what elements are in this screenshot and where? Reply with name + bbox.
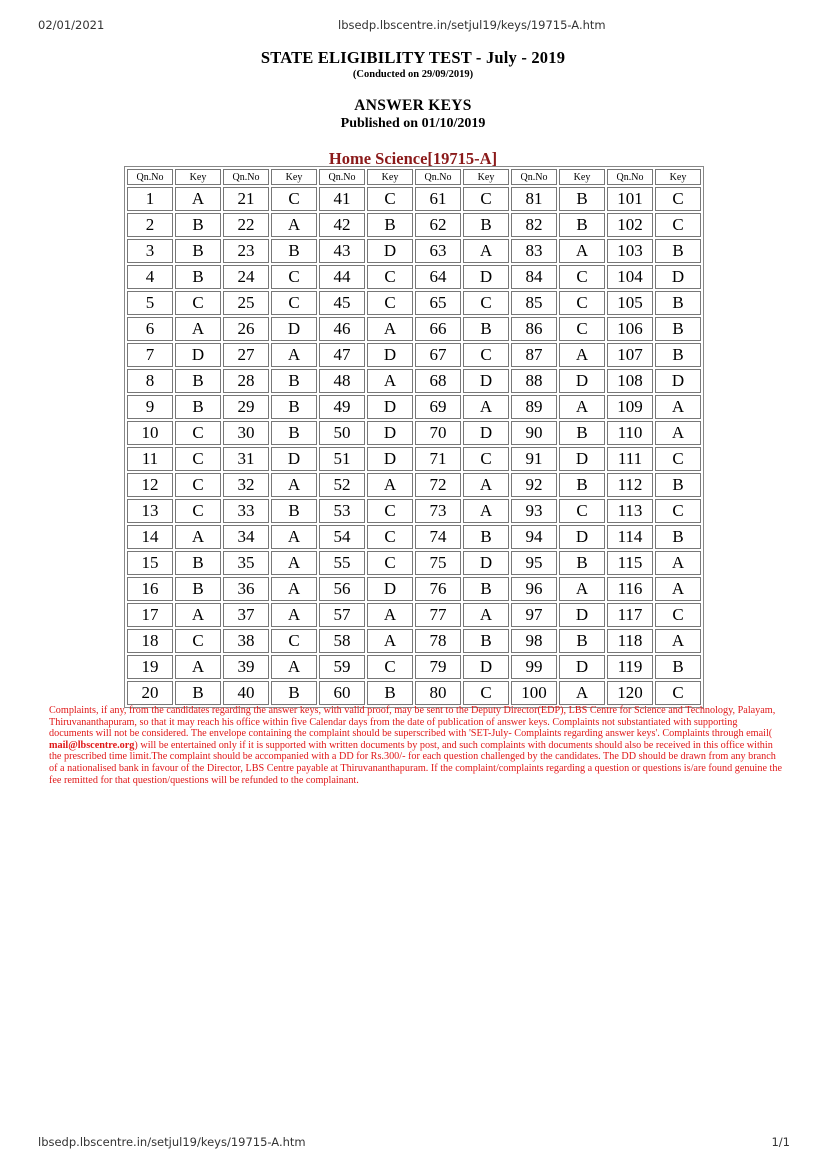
answer-key-cell: A	[559, 681, 605, 705]
question-number-cell: 88	[511, 369, 557, 393]
question-number-cell: 28	[223, 369, 269, 393]
question-number-cell: 70	[415, 421, 461, 445]
answer-key-cell: B	[175, 369, 221, 393]
question-number-cell: 86	[511, 317, 557, 341]
question-number-cell: 76	[415, 577, 461, 601]
question-number-cell: 42	[319, 213, 365, 237]
answer-key-cell: B	[559, 187, 605, 211]
question-number-cell: 11	[127, 447, 173, 471]
question-number-cell: 38	[223, 629, 269, 653]
answer-key-cell: D	[175, 343, 221, 367]
answer-key-cell: C	[559, 291, 605, 315]
question-number-cell: 36	[223, 577, 269, 601]
print-date: 02/01/2021	[38, 18, 105, 32]
question-number-cell: 30	[223, 421, 269, 445]
question-number-cell: 112	[607, 473, 653, 497]
answer-key-cell: B	[271, 499, 317, 523]
question-number-cell: 87	[511, 343, 557, 367]
question-number-cell: 84	[511, 265, 557, 289]
answer-key-cell: C	[367, 291, 413, 315]
question-number-cell: 98	[511, 629, 557, 653]
answer-key-cell: C	[367, 265, 413, 289]
question-number-cell: 24	[223, 265, 269, 289]
answer-key-cell: A	[367, 629, 413, 653]
question-number-cell: 17	[127, 603, 173, 627]
table-row	[127, 681, 701, 705]
answer-key-cell: C	[655, 213, 701, 237]
complaint-notice	[49, 705, 782, 786]
answer-key-cell: B	[655, 291, 701, 315]
answer-key-cell: C	[655, 187, 701, 211]
question-number-cell: 9	[127, 395, 173, 419]
answer-key-cell: C	[367, 655, 413, 679]
question-number-cell: 72	[415, 473, 461, 497]
question-number-cell: 58	[319, 629, 365, 653]
question-number-cell: 65	[415, 291, 461, 315]
answer-key-cell: A	[463, 395, 509, 419]
answer-key-cell: D	[367, 421, 413, 445]
question-number-cell: 2	[127, 213, 173, 237]
question-number-cell: 83	[511, 239, 557, 263]
table-row	[127, 499, 701, 523]
question-number-cell: 107	[607, 343, 653, 367]
question-number-cell: 1	[127, 187, 173, 211]
answer-key-cell: C	[175, 291, 221, 315]
answer-key-cell: A	[271, 551, 317, 575]
question-number-cell: 89	[511, 395, 557, 419]
answer-key-cell: C	[559, 499, 605, 523]
question-number-cell: 4	[127, 265, 173, 289]
question-number-cell: 51	[319, 447, 365, 471]
answer-key-cell: C	[271, 629, 317, 653]
question-number-cell: 3	[127, 239, 173, 263]
answer-key-cell: D	[367, 343, 413, 367]
column-header-qn: Qn.No	[223, 169, 269, 185]
answer-key-cell: A	[655, 551, 701, 575]
question-number-cell: 111	[607, 447, 653, 471]
question-number-cell: 66	[415, 317, 461, 341]
question-number-cell: 97	[511, 603, 557, 627]
answer-key-cell: D	[463, 551, 509, 575]
answer-key-cell: A	[559, 395, 605, 419]
question-number-cell: 14	[127, 525, 173, 549]
answer-key-cell: D	[367, 239, 413, 263]
question-number-cell: 26	[223, 317, 269, 341]
answer-key-cell: C	[655, 681, 701, 705]
question-number-cell: 39	[223, 655, 269, 679]
answer-key-cell: A	[367, 473, 413, 497]
answer-key-cell: A	[271, 577, 317, 601]
answer-key-table-wrap	[124, 166, 704, 708]
answer-key-cell: D	[559, 603, 605, 627]
question-number-cell: 100	[511, 681, 557, 705]
table-row	[127, 317, 701, 341]
answer-key-cell: A	[463, 473, 509, 497]
question-number-cell: 118	[607, 629, 653, 653]
question-number-cell: 103	[607, 239, 653, 263]
column-header-qn: Qn.No	[415, 169, 461, 185]
table-row	[127, 421, 701, 445]
question-number-cell: 68	[415, 369, 461, 393]
question-number-cell: 108	[607, 369, 653, 393]
answer-key-cell: D	[559, 655, 605, 679]
question-number-cell: 15	[127, 551, 173, 575]
question-number-cell: 114	[607, 525, 653, 549]
question-number-cell: 13	[127, 499, 173, 523]
question-number-cell: 31	[223, 447, 269, 471]
footer-url: lbsedp.lbscentre.in/setjul19/keys/19715-A.htm	[38, 1135, 306, 1149]
question-number-cell: 46	[319, 317, 365, 341]
question-number-cell: 57	[319, 603, 365, 627]
table-header-row	[127, 169, 701, 185]
question-number-cell: 104	[607, 265, 653, 289]
answer-key-cell: B	[271, 421, 317, 445]
answer-key-cell: C	[463, 681, 509, 705]
column-header-key: Key	[175, 169, 221, 185]
answer-key-cell: B	[271, 239, 317, 263]
question-number-cell: 25	[223, 291, 269, 315]
question-number-cell: 120	[607, 681, 653, 705]
title-block	[0, 48, 826, 169]
notice-email: mail@lbscentre.org	[49, 739, 135, 751]
answer-key-cell: C	[367, 551, 413, 575]
answer-key-cell: A	[271, 655, 317, 679]
question-number-cell: 41	[319, 187, 365, 211]
question-number-cell: 18	[127, 629, 173, 653]
question-number-cell: 27	[223, 343, 269, 367]
question-number-cell: 91	[511, 447, 557, 471]
section-title: ANSWER KEYS	[354, 97, 472, 114]
table-row	[127, 629, 701, 653]
question-number-cell: 53	[319, 499, 365, 523]
answer-key-cell: D	[367, 447, 413, 471]
question-number-cell: 6	[127, 317, 173, 341]
answer-key-cell: B	[271, 395, 317, 419]
question-number-cell: 110	[607, 421, 653, 445]
question-number-cell: 95	[511, 551, 557, 575]
question-number-cell: 115	[607, 551, 653, 575]
answer-key-cell: B	[175, 551, 221, 575]
question-number-cell: 47	[319, 343, 365, 367]
answer-key-cell: B	[175, 239, 221, 263]
answer-key-cell: A	[655, 629, 701, 653]
question-number-cell: 93	[511, 499, 557, 523]
table-row	[127, 265, 701, 289]
column-header-key: Key	[367, 169, 413, 185]
question-number-cell: 106	[607, 317, 653, 341]
answer-key-cell: A	[463, 499, 509, 523]
answer-key-cell: C	[463, 447, 509, 471]
answer-key-cell: B	[655, 655, 701, 679]
published-date: Published on 01/10/2019	[340, 116, 486, 131]
answer-key-cell: C	[655, 603, 701, 627]
answer-key-cell: D	[271, 317, 317, 341]
question-number-cell: 21	[223, 187, 269, 211]
question-number-cell: 37	[223, 603, 269, 627]
answer-key-cell: B	[559, 213, 605, 237]
answer-key-cell: D	[367, 577, 413, 601]
answer-key-cell: C	[271, 265, 317, 289]
answer-key-cell: B	[367, 681, 413, 705]
question-number-cell: 29	[223, 395, 269, 419]
question-number-cell: 54	[319, 525, 365, 549]
question-number-cell: 90	[511, 421, 557, 445]
answer-key-cell: C	[367, 187, 413, 211]
answer-key-cell: B	[655, 317, 701, 341]
answer-key-cell: B	[175, 213, 221, 237]
question-number-cell: 74	[415, 525, 461, 549]
table-row	[127, 343, 701, 367]
question-number-cell: 109	[607, 395, 653, 419]
table-row	[127, 239, 701, 263]
answer-key-cell: A	[559, 343, 605, 367]
exam-date: (Conducted on 29/09/2019)	[352, 69, 474, 80]
print-url: lbsedp.lbscentre.in/setjul19/keys/19715-A.htm	[338, 18, 606, 32]
answer-key-cell: B	[463, 317, 509, 341]
answer-key-cell: D	[463, 421, 509, 445]
table-row	[127, 187, 701, 211]
answer-key-cell: D	[559, 525, 605, 549]
answer-key-cell: C	[463, 291, 509, 315]
column-header-qn: Qn.No	[607, 169, 653, 185]
answer-key-cell: A	[367, 317, 413, 341]
answer-key-cell: A	[271, 525, 317, 549]
question-number-cell: 79	[415, 655, 461, 679]
answer-key-cell: D	[559, 369, 605, 393]
answer-key-cell: A	[463, 603, 509, 627]
question-number-cell: 35	[223, 551, 269, 575]
question-number-cell: 59	[319, 655, 365, 679]
notice-text-2: ) will be entertained only if it is supported with written documents by post, and such complaints with documents should also be received in this office within the prescribed time limit.The complaint should be accompanied with a DD for Rs.300/- for each question challenged by the candidates. The DD should be drawn from any branch of a nationalised bank in favour of the Director, LBS Centre payable at Thiruvananthapuram. If the complaint/complaints regarding a question or questions is/are found genuine the fee remitted for that question/questions will be refunded to the complainant.	[49, 739, 782, 786]
answer-key-cell: B	[271, 681, 317, 705]
answer-key-cell: C	[655, 447, 701, 471]
answer-key-cell: B	[559, 421, 605, 445]
answer-key-cell: A	[559, 577, 605, 601]
question-number-cell: 5	[127, 291, 173, 315]
question-number-cell: 52	[319, 473, 365, 497]
notice-text-1: Complaints, if any, from the candidates regarding the answer keys, with valid proof, may be sent to the Deputy Director(EDP), LBS Centre for Science and Technology, Palayam, Thiruvananthapuram, so that it may reach his office within five Calendar days from the date of publication of answer keys. Complaints not substantiated with supporting documents will not be considered. The envelope containing the complaint should be superscribed with 'SET-July- Complaints regarding answer keys'. Complaints through email(	[49, 705, 776, 740]
question-number-cell: 77	[415, 603, 461, 627]
answer-key-cell: B	[175, 395, 221, 419]
answer-key-cell: B	[655, 525, 701, 549]
question-number-cell: 34	[223, 525, 269, 549]
answer-key-cell: B	[367, 213, 413, 237]
question-number-cell: 32	[223, 473, 269, 497]
answer-key-cell: A	[175, 187, 221, 211]
answer-key-table	[124, 166, 704, 708]
table-row	[127, 369, 701, 393]
question-number-cell: 40	[223, 681, 269, 705]
answer-key-cell: C	[367, 499, 413, 523]
question-number-cell: 43	[319, 239, 365, 263]
question-number-cell: 60	[319, 681, 365, 705]
question-number-cell: 102	[607, 213, 653, 237]
subject-title: Home Science[19715-A]	[328, 149, 498, 168]
column-header-key: Key	[271, 169, 317, 185]
answer-key-cell: B	[271, 369, 317, 393]
question-number-cell: 96	[511, 577, 557, 601]
question-number-cell: 10	[127, 421, 173, 445]
column-header-qn: Qn.No	[319, 169, 365, 185]
table-row	[127, 395, 701, 419]
answer-key-cell: D	[655, 369, 701, 393]
answer-key-cell: C	[367, 525, 413, 549]
answer-key-cell: C	[175, 499, 221, 523]
answer-key-cell: C	[559, 317, 605, 341]
question-number-cell: 99	[511, 655, 557, 679]
answer-key-cell: B	[655, 239, 701, 263]
question-number-cell: 105	[607, 291, 653, 315]
answer-key-cell: A	[367, 369, 413, 393]
answer-key-cell: D	[463, 369, 509, 393]
question-number-cell: 62	[415, 213, 461, 237]
question-number-cell: 20	[127, 681, 173, 705]
question-number-cell: 7	[127, 343, 173, 367]
table-body	[127, 187, 701, 705]
question-number-cell: 73	[415, 499, 461, 523]
question-number-cell: 101	[607, 187, 653, 211]
answer-key-cell: B	[559, 473, 605, 497]
question-number-cell: 63	[415, 239, 461, 263]
answer-key-cell: B	[463, 525, 509, 549]
answer-key-cell: D	[559, 447, 605, 471]
answer-key-cell: C	[271, 291, 317, 315]
answer-key-cell: B	[175, 681, 221, 705]
answer-key-cell: B	[655, 473, 701, 497]
question-number-cell: 48	[319, 369, 365, 393]
question-number-cell: 75	[415, 551, 461, 575]
question-number-cell: 55	[319, 551, 365, 575]
question-number-cell: 85	[511, 291, 557, 315]
question-number-cell: 82	[511, 213, 557, 237]
table-row	[127, 655, 701, 679]
answer-key-cell: A	[367, 603, 413, 627]
question-number-cell: 92	[511, 473, 557, 497]
answer-key-cell: C	[175, 629, 221, 653]
table-row	[127, 525, 701, 549]
answer-key-cell: B	[463, 629, 509, 653]
answer-key-cell: A	[175, 603, 221, 627]
answer-key-cell: A	[271, 603, 317, 627]
question-number-cell: 113	[607, 499, 653, 523]
question-number-cell: 23	[223, 239, 269, 263]
table-row	[127, 473, 701, 497]
question-number-cell: 16	[127, 577, 173, 601]
answer-key-cell: C	[175, 447, 221, 471]
question-number-cell: 12	[127, 473, 173, 497]
question-number-cell: 19	[127, 655, 173, 679]
answer-key-cell: B	[655, 343, 701, 367]
table-row	[127, 213, 701, 237]
question-number-cell: 71	[415, 447, 461, 471]
exam-title: STATE ELIGIBILITY TEST - July - 2019	[260, 48, 566, 67]
question-number-cell: 81	[511, 187, 557, 211]
question-number-cell: 49	[319, 395, 365, 419]
answer-key-cell: A	[559, 239, 605, 263]
answer-key-cell: D	[463, 265, 509, 289]
answer-key-cell: C	[175, 473, 221, 497]
answer-key-cell: A	[271, 213, 317, 237]
column-header-key: Key	[655, 169, 701, 185]
answer-key-cell: C	[271, 187, 317, 211]
question-number-cell: 78	[415, 629, 461, 653]
answer-key-cell: D	[271, 447, 317, 471]
question-number-cell: 61	[415, 187, 461, 211]
question-number-cell: 50	[319, 421, 365, 445]
answer-key-cell: C	[559, 265, 605, 289]
question-number-cell: 8	[127, 369, 173, 393]
column-header-qn: Qn.No	[127, 169, 173, 185]
table-row	[127, 577, 701, 601]
question-number-cell: 117	[607, 603, 653, 627]
table-row	[127, 291, 701, 315]
answer-key-cell: B	[559, 629, 605, 653]
answer-key-cell: A	[655, 421, 701, 445]
question-number-cell: 45	[319, 291, 365, 315]
answer-key-cell: A	[655, 577, 701, 601]
answer-key-cell: C	[463, 343, 509, 367]
question-number-cell: 116	[607, 577, 653, 601]
answer-key-cell: B	[463, 577, 509, 601]
answer-key-cell: B	[559, 551, 605, 575]
page-number: 1/1	[771, 1135, 790, 1149]
answer-key-cell: A	[655, 395, 701, 419]
answer-key-cell: A	[271, 473, 317, 497]
table-row	[127, 551, 701, 575]
answer-key-cell: B	[175, 577, 221, 601]
answer-key-cell: A	[175, 655, 221, 679]
question-number-cell: 44	[319, 265, 365, 289]
answer-key-cell: B	[175, 265, 221, 289]
column-header-qn: Qn.No	[511, 169, 557, 185]
answer-key-cell: A	[271, 343, 317, 367]
answer-key-cell: B	[463, 213, 509, 237]
question-number-cell: 80	[415, 681, 461, 705]
question-number-cell: 119	[607, 655, 653, 679]
answer-key-cell: A	[175, 525, 221, 549]
question-number-cell: 33	[223, 499, 269, 523]
question-number-cell: 94	[511, 525, 557, 549]
answer-key-cell: D	[655, 265, 701, 289]
question-number-cell: 67	[415, 343, 461, 367]
question-number-cell: 64	[415, 265, 461, 289]
answer-key-cell: C	[463, 187, 509, 211]
column-header-key: Key	[463, 169, 509, 185]
answer-key-cell: A	[463, 239, 509, 263]
question-number-cell: 56	[319, 577, 365, 601]
column-header-key: Key	[559, 169, 605, 185]
answer-key-cell: C	[175, 421, 221, 445]
question-number-cell: 69	[415, 395, 461, 419]
answer-key-cell: D	[367, 395, 413, 419]
question-number-cell: 22	[223, 213, 269, 237]
table-row	[127, 603, 701, 627]
answer-key-cell: D	[463, 655, 509, 679]
answer-key-cell: A	[175, 317, 221, 341]
table-row	[127, 447, 701, 471]
answer-key-cell: C	[655, 499, 701, 523]
